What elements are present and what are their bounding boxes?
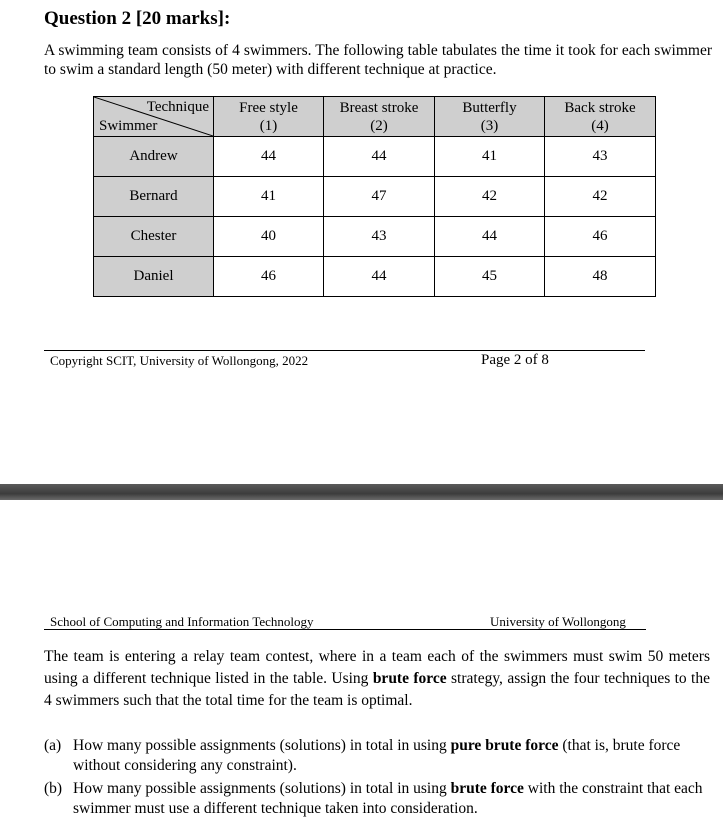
- item-text: How many possible assignments (solutions) in total in using: [73, 737, 451, 754]
- time-cell: 46: [545, 217, 656, 257]
- time-cell: 41: [214, 177, 324, 217]
- paragraph-bold-text: brute force: [372, 670, 447, 687]
- column-header: [545, 97, 656, 137]
- question-item: [44, 779, 712, 819]
- time-cell: 44: [324, 137, 435, 177]
- column-name: Free style: [239, 99, 298, 116]
- time-cell: 43: [545, 137, 656, 177]
- paragraph-text: The team is entering a relay team contest, where in a team each of the swimmers must swim 50 meters using a different technique listed in the table. Using: [44, 648, 710, 687]
- time-cell: 40: [214, 217, 324, 257]
- corner-swimmer-label: Swimmer: [99, 118, 158, 134]
- footer-divider: [44, 350, 645, 351]
- column-header: [435, 97, 545, 137]
- corner-technique-label: Technique: [146, 99, 209, 115]
- swimmer-name-cell: Bernard: [94, 177, 214, 217]
- column-name: Breast stroke: [339, 99, 419, 116]
- time-cell: 42: [545, 177, 656, 217]
- table-row: [94, 177, 656, 217]
- item-text: How many possible assignments (solutions) in total in using: [73, 780, 451, 797]
- item-bold-text: pure brute force: [450, 737, 559, 754]
- time-cell: 43: [324, 217, 435, 257]
- swimmer-name-cell: Daniel: [94, 257, 214, 297]
- table-row: [94, 137, 656, 177]
- column-number: (2): [370, 117, 388, 134]
- swim-times-table: [93, 96, 656, 297]
- swimmer-name-cell: Andrew: [94, 137, 214, 177]
- footer-copyright: Copyright SCIT, University of Wollongong, 2022: [50, 353, 309, 368]
- question-item-text: [73, 779, 712, 819]
- time-cell: 48: [545, 257, 656, 297]
- column-name: Back stroke: [564, 99, 636, 116]
- column-number: (4): [591, 117, 609, 134]
- time-cell: 45: [435, 257, 545, 297]
- item-text: (that is, brute force without considering any constraint).: [73, 737, 681, 774]
- item-bold-text: brute force: [450, 780, 524, 797]
- time-cell: 47: [324, 177, 435, 217]
- header-divider: [44, 629, 646, 630]
- header-university: University of Wollongong: [490, 614, 626, 629]
- question-item-text: [73, 736, 712, 776]
- table-corner-cell: [94, 97, 214, 137]
- time-cell: 41: [435, 137, 545, 177]
- table-header-row: [94, 97, 656, 137]
- question-intro: A swimming team consists of 4 swimmers. The following table tabulates the time it took for each swimmer to swim a standard length (50 meter) with different technique at practice.: [44, 42, 712, 78]
- question-item-label: (a): [44, 737, 62, 754]
- question-item: [44, 736, 712, 776]
- question-title: Question 2 [20 marks]:: [44, 8, 231, 29]
- time-cell: 42: [435, 177, 545, 217]
- column-number: (3): [480, 117, 499, 134]
- table-row: [94, 217, 656, 257]
- column-header: [324, 97, 435, 137]
- question-item-label: (b): [44, 780, 63, 797]
- page-break-bar: [0, 484, 723, 500]
- time-cell: 44: [214, 137, 324, 177]
- column-header: [214, 97, 324, 137]
- time-cell: 44: [324, 257, 435, 297]
- header-school: School of Computing and Information Technology: [50, 614, 314, 629]
- time-cell: 46: [214, 257, 324, 297]
- item-text: with the constraint that each swimmer must use a different technique taken into consideration.: [73, 780, 703, 817]
- footer-page-number: Page 2 of 8: [481, 352, 549, 368]
- column-name: Butterfly: [462, 99, 517, 116]
- time-cell: 44: [435, 217, 545, 257]
- paragraph-text: strategy, assign the four techniques to the 4 swimmers such that the total time for the team is optimal.: [44, 670, 710, 709]
- column-number: (1): [259, 117, 278, 134]
- swimmer-name-cell: Chester: [94, 217, 214, 257]
- relay-paragraph: [44, 646, 710, 712]
- table-row: [94, 257, 656, 297]
